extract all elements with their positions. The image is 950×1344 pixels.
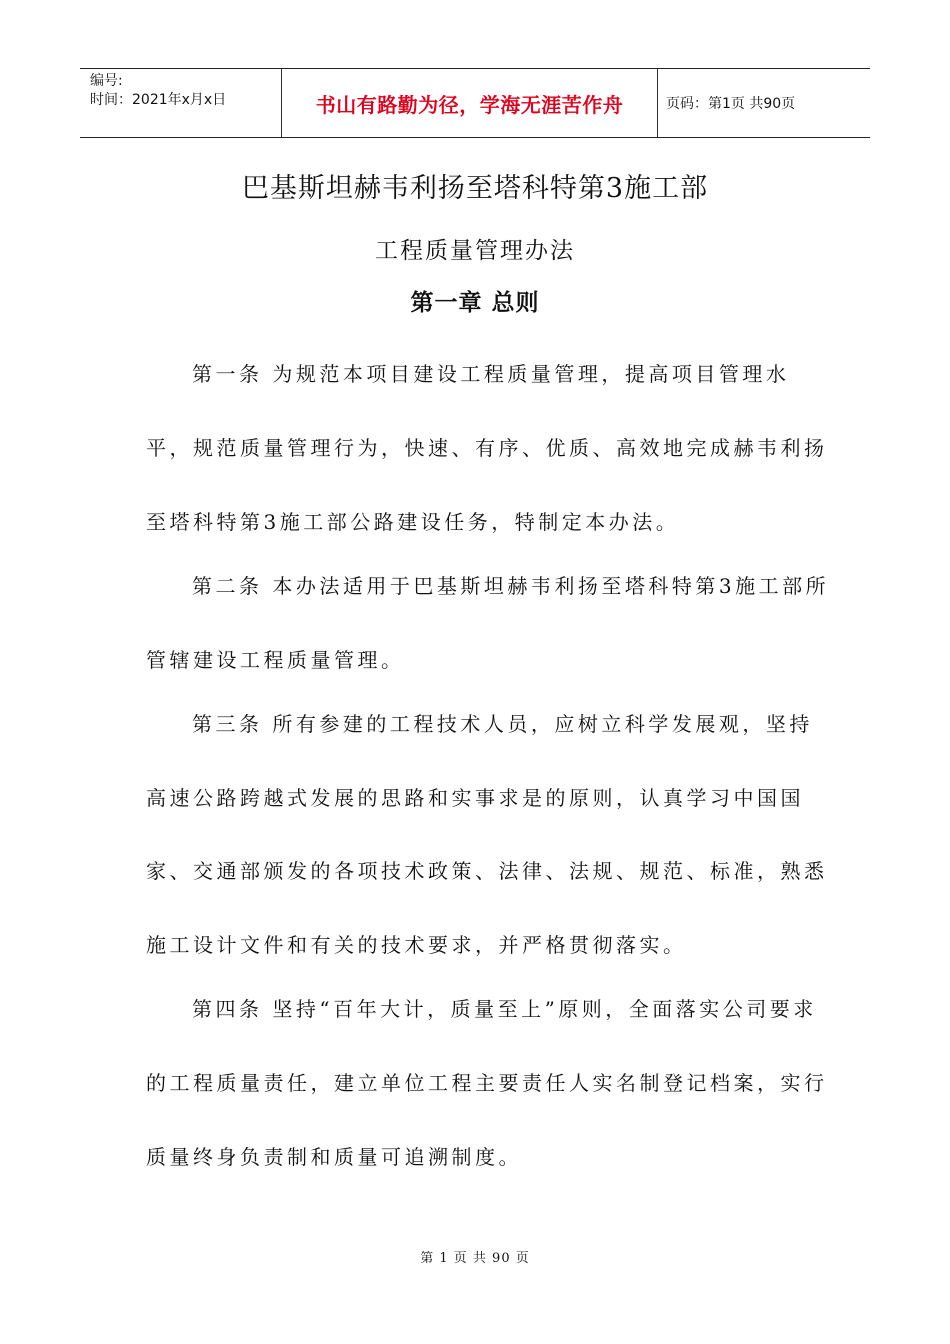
page-footer: 第 1 页 共 90 页: [420, 1251, 530, 1266]
body-line: 第四条 坚持“百年大计，质量至上”原则，全面落实公司要求: [192, 997, 817, 1021]
body-line: 高速公路跨越式发展的思路和实事求是的原则，认真学习中国国: [146, 786, 804, 810]
chapter-heading: 第一章 总则: [410, 290, 540, 316]
body-line: 的工程质量责任，建立单位工程主要责任人实名制登记档案，实行: [146, 1071, 828, 1095]
body-line: 至塔科特第3施工部公路建设任务，特制定本办法。: [146, 510, 680, 534]
body-line: 平，规范质量管理行为，快速、有序、优质、高效地完成赫韦利扬: [146, 436, 828, 460]
body-line: 家、交通部颁发的各项技术政策、法律、法规、规范、标准，熟悉: [146, 859, 828, 883]
body-line: 第二条 本办法适用于巴基斯坦赫韦利扬至塔科特第3施工部所: [192, 574, 830, 598]
body-line: 第三条 所有参建的工程技术人员，应树立科学发展观，坚持: [192, 712, 813, 736]
header-meta: [80, 69, 282, 137]
number-label: 编号:: [90, 73, 123, 89]
header-page-code-cell: [658, 69, 870, 137]
body-line: 施工设计文件和有关的技术要求，并严格贯彻落实。: [146, 933, 687, 957]
body-line: 质量终身负责制和质量可追溯制度。: [146, 1145, 522, 1169]
body-line: 管辖建设工程质量管理。: [146, 648, 405, 672]
date-label: 时间：2021年x月x日: [90, 92, 227, 108]
header-motto-cell: [282, 69, 658, 137]
document-subtitle: 工程质量管理办法: [375, 238, 575, 264]
document-title: 巴基斯坦赫韦利扬至塔科特第3施工部: [241, 173, 709, 204]
page-code: 页码：第1页 共90页: [666, 96, 796, 112]
page-header: [80, 68, 870, 138]
body-line: 第一条 为规范本项目建设工程质量管理，提高项目管理水: [192, 362, 790, 386]
motto-text: 书山有路勤为径，学海无涯苦作舟: [315, 92, 624, 117]
